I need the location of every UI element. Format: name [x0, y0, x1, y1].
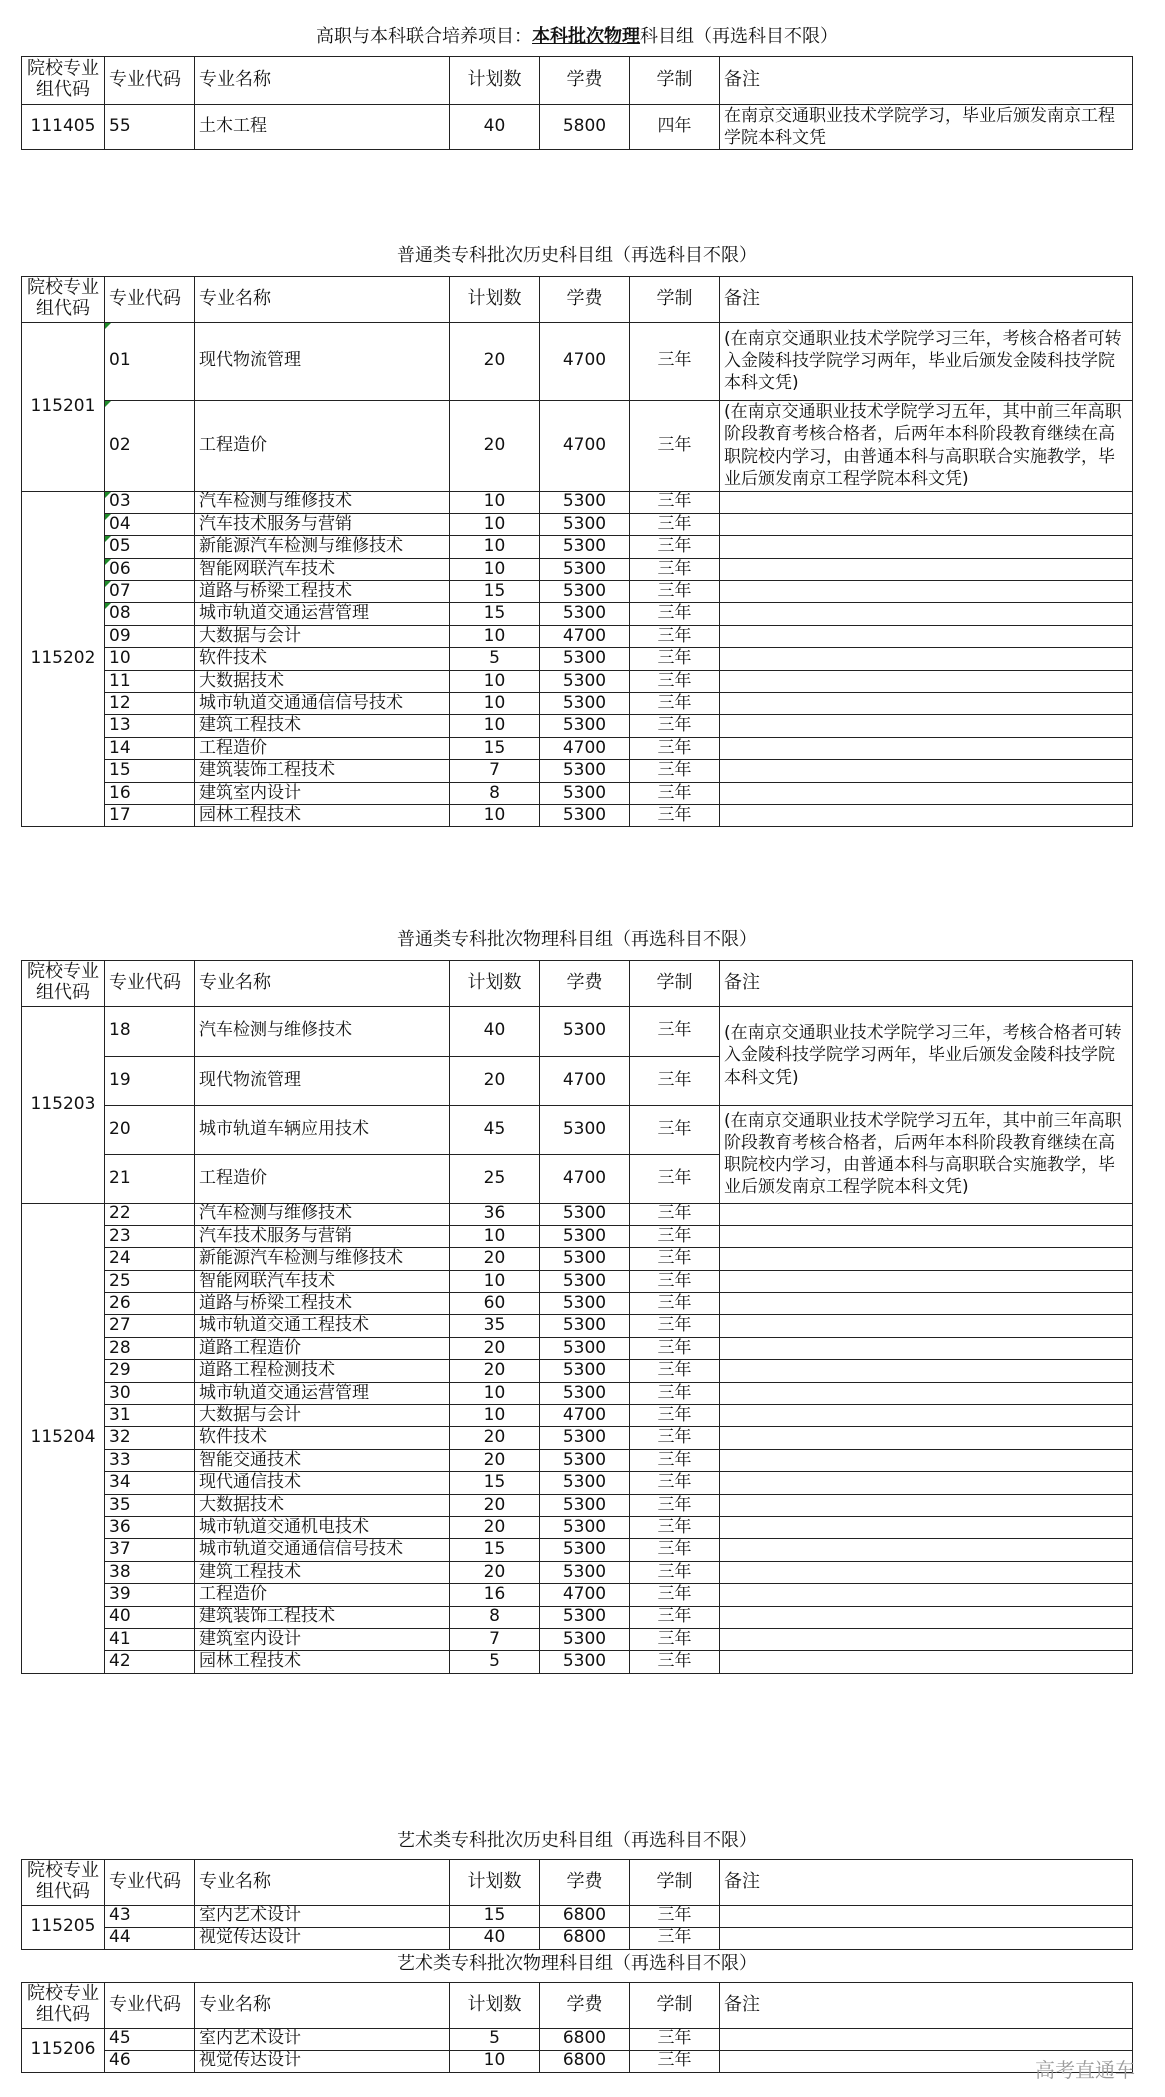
table-joint-undergrad — [21, 20, 1133, 150]
table-row: 02 工程造价 20 4700 三年 (在南京交通职业技术学院学习五年，其中前三年高职阶段教育考核合格者，后两年本科阶段教育继续在高职院校内学习，由普通本科与高职联合实施教学，毕业后颁发南京工程学院本科文凭) — [22, 400, 1133, 491]
table-row: 42 园林工程技术 5 5300 三年 — [22, 1651, 1133, 1673]
table-row: 05 新能源汽车检测与维修技术 10 5300 三年 — [22, 536, 1133, 558]
table-row: 04 汽车技术服务与营销 10 5300 三年 — [22, 513, 1133, 535]
table-row: 19 现代物流管理 20 4700 三年 — [22, 1056, 1133, 1105]
table-row: 115206 45 室内艺术设计 5 6800 三年 — [22, 2028, 1133, 2050]
table-title: 艺术类专科批次物理科目组（再选科目不限） — [22, 1948, 1133, 1982]
table-row: 15 建筑装饰工程技术 7 5300 三年 — [22, 760, 1133, 782]
table-row: 26 道路与桥梁工程技术 60 5300 三年 — [22, 1293, 1133, 1315]
table-row: 115202 03 汽车检测与维修技术 10 5300 三年 — [22, 491, 1133, 513]
table-row: 29 道路工程检测技术 20 5300 三年 — [22, 1360, 1133, 1382]
table-title: 高职与本科联合培养项目：本科批次物理科目组（再选科目不限） — [22, 20, 1133, 56]
table-row: 10 软件技术 5 5300 三年 — [22, 648, 1133, 670]
table-art-history — [21, 1825, 1133, 1950]
table-row: 39 工程造价 16 4700 三年 — [22, 1584, 1133, 1606]
table-title: 普通类专科批次历史科目组（再选科目不限） — [22, 238, 1133, 276]
table-row: 41 建筑室内设计 7 5300 三年 — [22, 1628, 1133, 1650]
table-row: 33 智能交通技术 20 5300 三年 — [22, 1449, 1133, 1471]
header-row: 院校专业组代码 专业代码 专业名称 计划数 学费 学制 备注 — [22, 56, 1133, 104]
table-row: 28 道路工程造价 20 5300 三年 — [22, 1337, 1133, 1359]
table-regular-history — [21, 238, 1133, 827]
table-row: 32 软件技术 20 5300 三年 — [22, 1427, 1133, 1449]
table-row: 115203 18 汽车检测与维修技术 40 5300 三年 (在南京交通职业技术学院学习三年，考核合格者可转入金陵科技学院学习两年，毕业后颁发金陵科技学院本科文凭) — [22, 1006, 1133, 1056]
table-row: 11 大数据技术 10 5300 三年 — [22, 670, 1133, 692]
watermark: 高考直通车 — [1035, 2058, 1135, 2082]
table-row: 08 城市轨道交通运营管理 15 5300 三年 — [22, 603, 1133, 625]
table-row: 40 建筑装饰工程技术 8 5300 三年 — [22, 1606, 1133, 1628]
header-row: 院校专业组代码 专业代码 专业名称 计划数 学费 学制 备注 — [22, 960, 1133, 1006]
table-row: 09 大数据与会计 10 4700 三年 — [22, 625, 1133, 647]
table-row: 46 视觉传达设计 10 6800 三年 — [22, 2050, 1133, 2072]
table-row: 31 大数据与会计 10 4700 三年 — [22, 1405, 1133, 1427]
table-row: 115205 43 室内艺术设计 15 6800 三年 — [22, 1905, 1133, 1927]
table-row: 24 新能源汽车检测与维修技术 20 5300 三年 — [22, 1248, 1133, 1270]
table-row: 13 建筑工程技术 10 5300 三年 — [22, 715, 1133, 737]
table-row: 12 城市轨道交通通信信号技术 10 5300 三年 — [22, 693, 1133, 715]
table-row: 20 城市轨道车辆应用技术 45 5300 三年 (在南京交通职业技术学院学习五年，其中前三年高职阶段教育考核合格者，后两年本科阶段教育继续在高职院校内学习，由普通本科与高职联合实施教学，毕业后颁发南京工程学院本科文凭) — [22, 1105, 1133, 1154]
table-row: 44 视觉传达设计 40 6800 三年 — [22, 1927, 1133, 1949]
table-row: 06 智能网联汽车技术 10 5300 三年 — [22, 558, 1133, 580]
table-row: 23 汽车技术服务与营销 10 5300 三年 — [22, 1225, 1133, 1247]
header-row: 院校专业组代码 专业代码 专业名称 计划数 学费 学制 备注 — [22, 1859, 1133, 1905]
table-regular-physics — [21, 922, 1133, 1674]
table-row: 36 城市轨道交通机电技术 20 5300 三年 — [22, 1516, 1133, 1538]
table-title: 艺术类专科批次历史科目组（再选科目不限） — [22, 1825, 1133, 1859]
table-row: 111405 55 土木工程 40 5800 四年 在南京交通职业技术学院学习，毕业后颁发南京工程学院本科文凭 — [22, 104, 1133, 149]
table-row: 21 工程造价 25 4700 三年 — [22, 1154, 1133, 1203]
header-row: 院校专业组代码 专业代码 专业名称 计划数 学费 学制 备注 — [22, 276, 1133, 322]
table-row: 30 城市轨道交通运营管理 10 5300 三年 — [22, 1382, 1133, 1404]
table-row: 115201 01 现代物流管理 20 4700 三年 (在南京交通职业技术学院学习三年，考核合格者可转入金陵科技学院学习两年，毕业后颁发金陵科技学院本科文凭) — [22, 322, 1133, 400]
table-art-physics — [21, 1948, 1133, 2073]
table-row: 37 城市轨道交通通信信号技术 15 5300 三年 — [22, 1539, 1133, 1561]
table-row: 115204 22 汽车检测与维修技术 36 5300 三年 — [22, 1203, 1133, 1225]
table-row: 27 城市轨道交通工程技术 35 5300 三年 — [22, 1315, 1133, 1337]
table-row: 25 智能网联汽车技术 10 5300 三年 — [22, 1270, 1133, 1292]
table-row: 17 园林工程技术 10 5300 三年 — [22, 804, 1133, 826]
table-row: 16 建筑室内设计 8 5300 三年 — [22, 782, 1133, 804]
table-row: 14 工程造价 15 4700 三年 — [22, 737, 1133, 759]
table-row: 34 现代通信技术 15 5300 三年 — [22, 1472, 1133, 1494]
table-row: 35 大数据技术 20 5300 三年 — [22, 1494, 1133, 1516]
table-row: 07 道路与桥梁工程技术 15 5300 三年 — [22, 581, 1133, 603]
header-row: 院校专业组代码 专业代码 专业名称 计划数 学费 学制 备注 — [22, 1982, 1133, 2028]
table-row: 38 建筑工程技术 20 5300 三年 — [22, 1561, 1133, 1583]
table-title: 普通类专科批次物理科目组（再选科目不限） — [22, 922, 1133, 960]
